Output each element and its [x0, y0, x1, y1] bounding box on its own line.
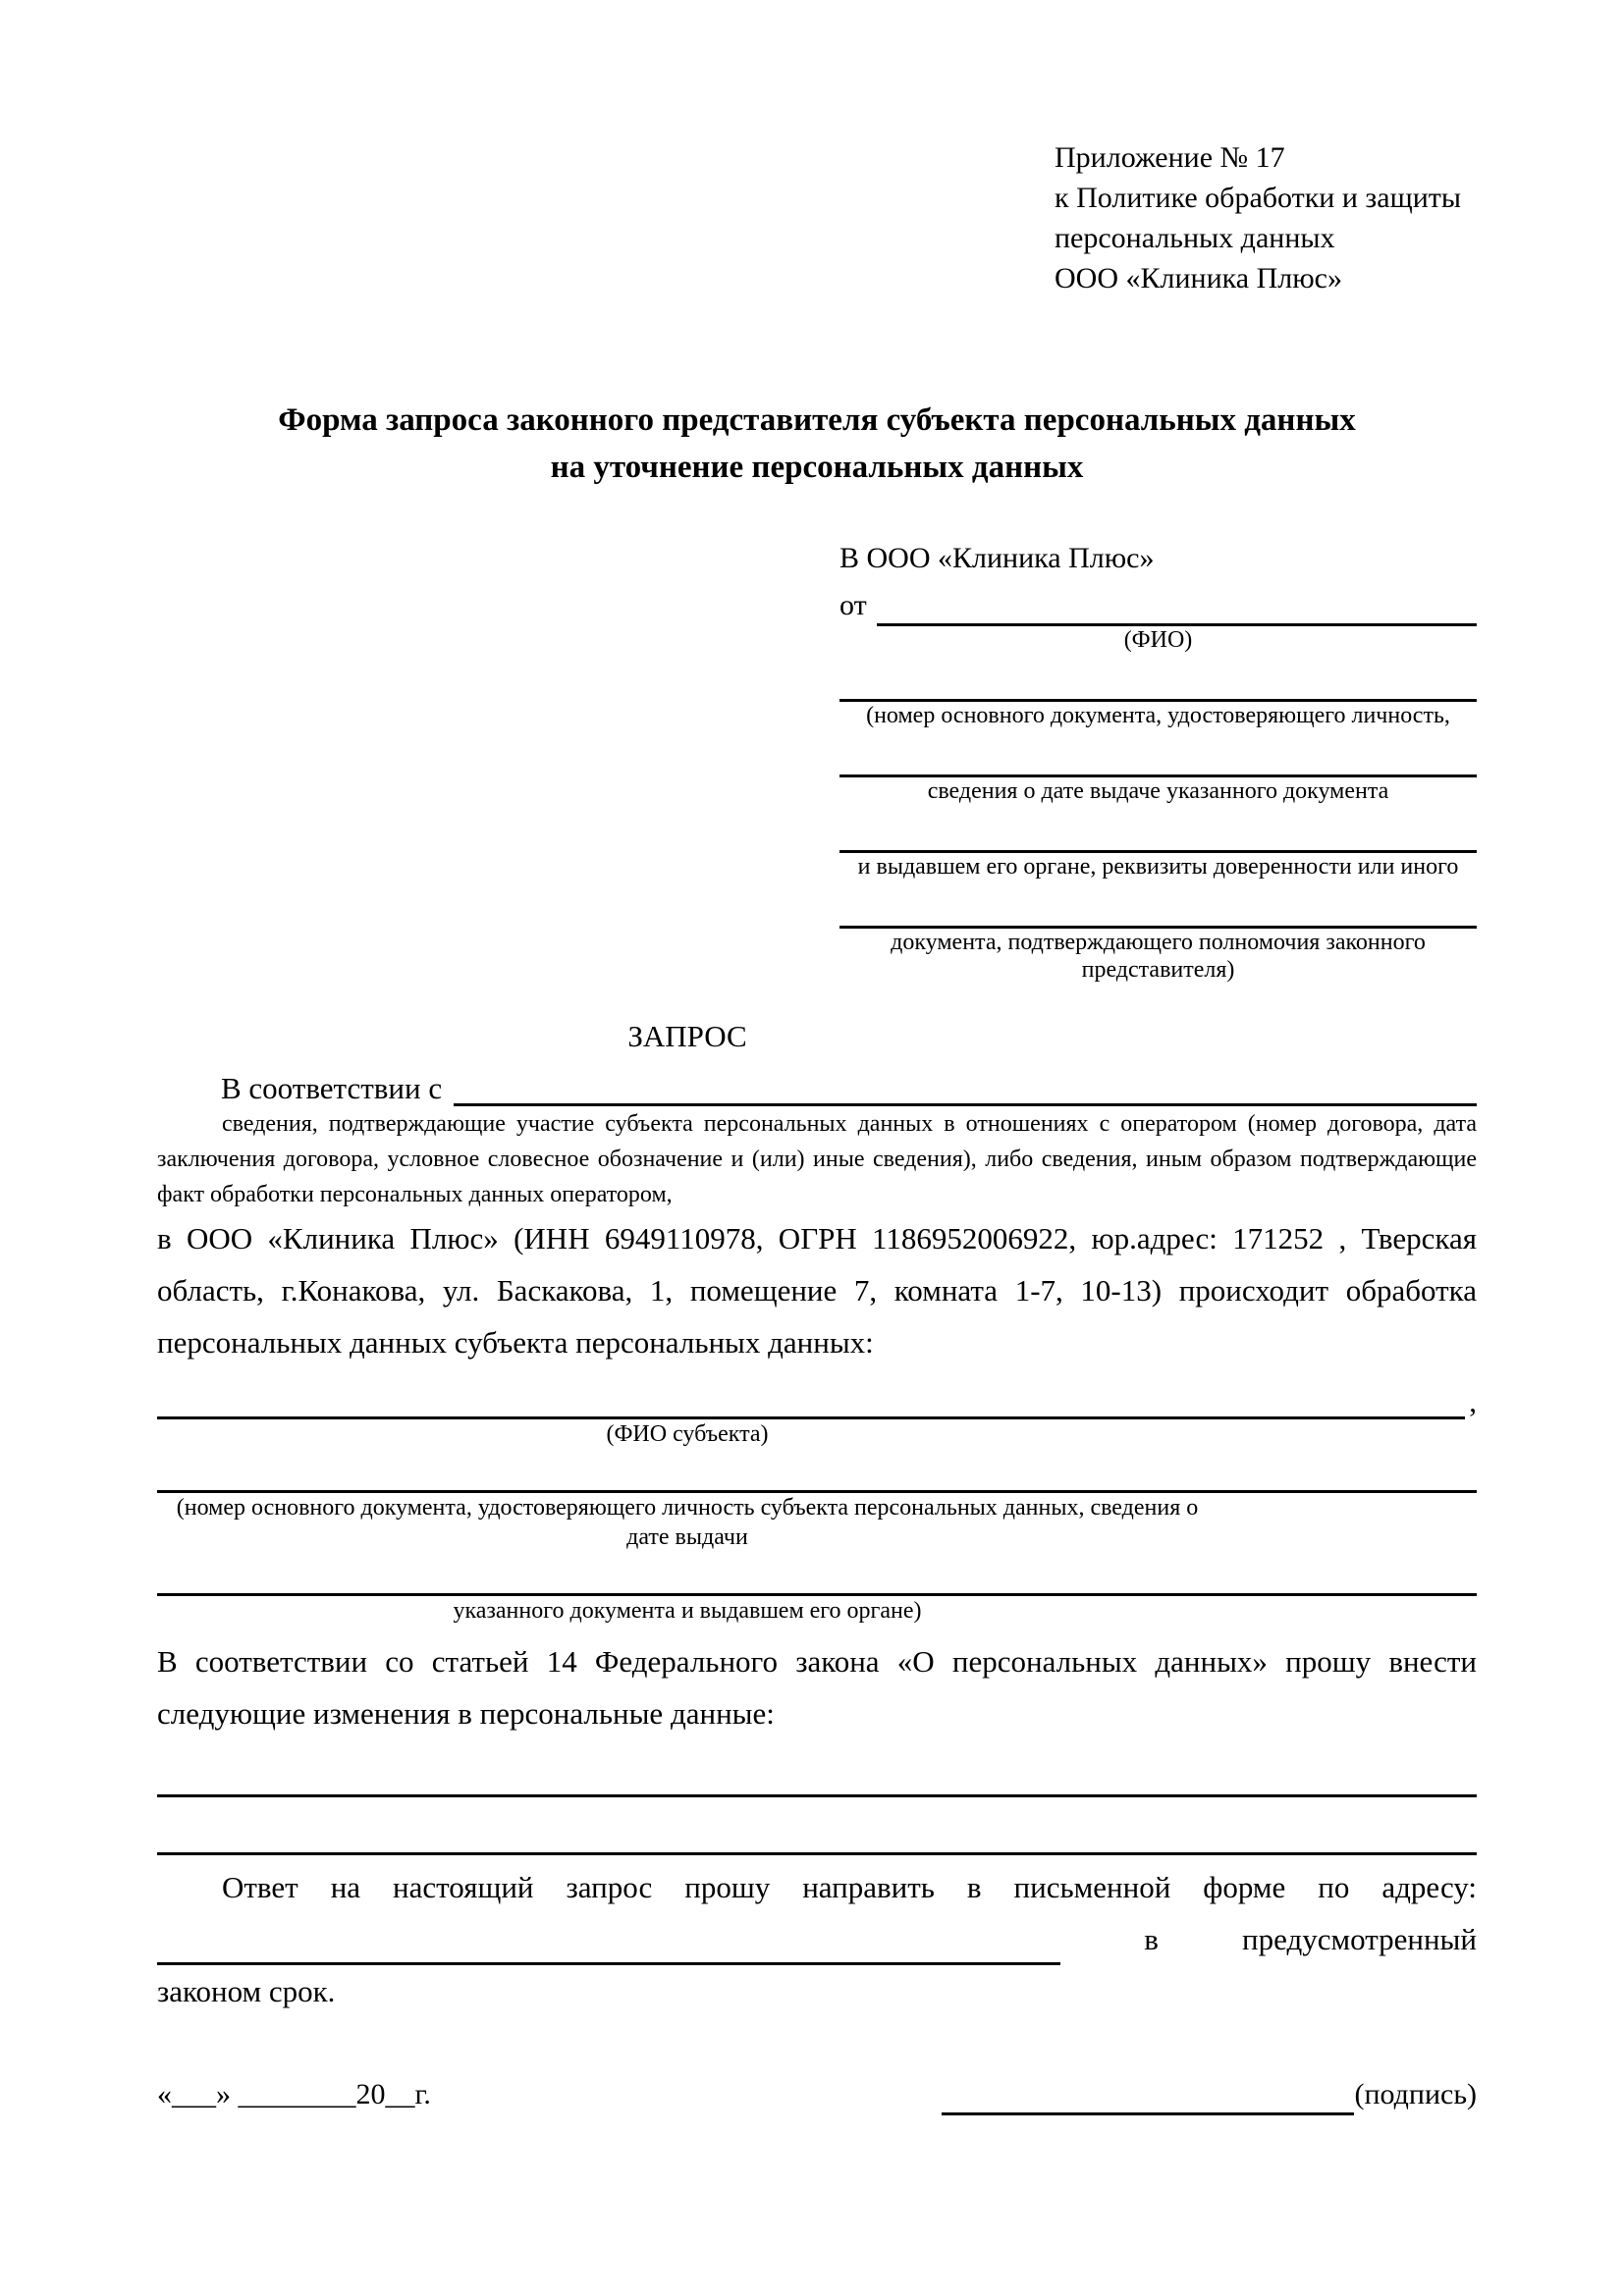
- document-number-field: [839, 675, 1477, 729]
- date-signature-row: [157, 2074, 1477, 2115]
- appendix-number: Приложение № 17: [1055, 141, 1285, 174]
- document-content: [157, 137, 1477, 2115]
- from-label: от: [839, 589, 867, 621]
- subject-document-field-row2: [157, 1568, 1477, 1596]
- accordance-field-row: [157, 1064, 1477, 1106]
- representative-authority-caption: документа, подтверждающего полномочия законного представителя): [891, 930, 1426, 983]
- subject-fio-blank-line: [157, 1391, 1465, 1419]
- document-title-line2: на уточнение персональных данных: [550, 450, 1084, 485]
- accordance-label: В соответствии с: [221, 1071, 443, 1105]
- document-number-caption: (номер основного документа, удостоверяющего личность,: [866, 703, 1450, 728]
- trailing-comma: ,: [1469, 1384, 1477, 1418]
- subject-document-blank-line2: [157, 1568, 1477, 1596]
- organization-name: ООО «Клиника Плюс»: [1055, 262, 1342, 294]
- issuing-authority-field: [839, 827, 1477, 881]
- answer-address-blank-line: [157, 1927, 1060, 1965]
- answer-paragraph-end: законом срок.: [157, 1974, 336, 2008]
- policy-reference-line2: персональных данных: [1055, 222, 1335, 254]
- request-heading: ЗАПРОС: [627, 1019, 747, 1053]
- law-paragraph: В соответствии со статьей 14 Федерального закона «О персональных данных» прошу внести следующие изменения в персональные данные:: [157, 1644, 1477, 1731]
- signature-caption: (подпись): [1354, 2078, 1477, 2110]
- operator-paragraph: в ООО «Клиника Плюс» (ИНН 6949110978, ОГРН 1186952006922, юр.адрес: 171252 , Тверская область, г.Конакова, ул. Баскакова, 1, помещение 7, комната 1-7, 10-13) происходит обработка персональных данных субъекта персональных данных:: [157, 1221, 1477, 1360]
- policy-reference-line1: к Политике обработки и защиты: [1055, 182, 1462, 214]
- answer-paragraph-line1: Ответ на настоящий запрос прошу направить в письменной форме по адресу:: [222, 1870, 1477, 1904]
- issuing-authority-caption: и выдавшем его органе, реквизиты доверенности или иного: [857, 854, 1459, 880]
- accordance-footnote: сведения, подтверждающие участие субъекта персональных данных в отношениях с оператором (номер договора, дата заключения договора, условное словесное обозначение и (или) иные сведения), либо сведения, иным образом подтверждающие факт обработки персональных данных оператором,: [157, 1111, 1477, 1207]
- representative-authority-field: [839, 902, 1477, 984]
- from-name-blank-line: [877, 588, 1477, 626]
- from-field-row: [839, 585, 1477, 626]
- signature-field: [942, 2074, 1477, 2115]
- document-title: [157, 397, 1477, 491]
- changes-blank-line2: [157, 1823, 1477, 1855]
- subject-fio-field-row: [157, 1384, 1477, 1419]
- blank-line: [839, 751, 1477, 777]
- issue-date-caption: сведения о дате выдаче указанного документа: [927, 778, 1389, 804]
- addressee-organization: В ООО «Клиника Плюс»: [839, 542, 1155, 574]
- changes-blank-line1: [157, 1765, 1477, 1797]
- blank-line: [839, 827, 1477, 853]
- fio-caption: (ФИО): [1123, 627, 1193, 653]
- accordance-blank-line: [454, 1064, 1477, 1106]
- answer-word-predusmotrenny: предусмотренный: [1242, 1922, 1477, 1956]
- addressee-block: [839, 538, 1477, 984]
- signature-blank-line: [942, 2079, 1354, 2115]
- blank-line: [839, 902, 1477, 929]
- subject-document-caption2: указанного документа и выдавшем его органе): [453, 1598, 922, 1624]
- answer-word-v: в: [1144, 1922, 1159, 1956]
- subject-document-blank-line: [157, 1465, 1477, 1493]
- answer-address-field-row: [157, 1913, 1477, 1965]
- appendix-header: [1055, 137, 1477, 298]
- blank-line: [839, 675, 1477, 702]
- subject-fio-caption: (ФИО субъекта): [606, 1421, 769, 1447]
- date-field: «___» ________20__г.: [157, 2078, 431, 2110]
- subject-document-field-row: [157, 1465, 1477, 1493]
- subject-document-caption1: (номер основного документа, удостоверяющего личность субъекта персональных данных, сведения о дате выдачи: [176, 1495, 1199, 1550]
- document-title-line1: Форма запроса законного представителя субъекта персональных данных: [278, 402, 1356, 438]
- issue-date-field: [839, 751, 1477, 805]
